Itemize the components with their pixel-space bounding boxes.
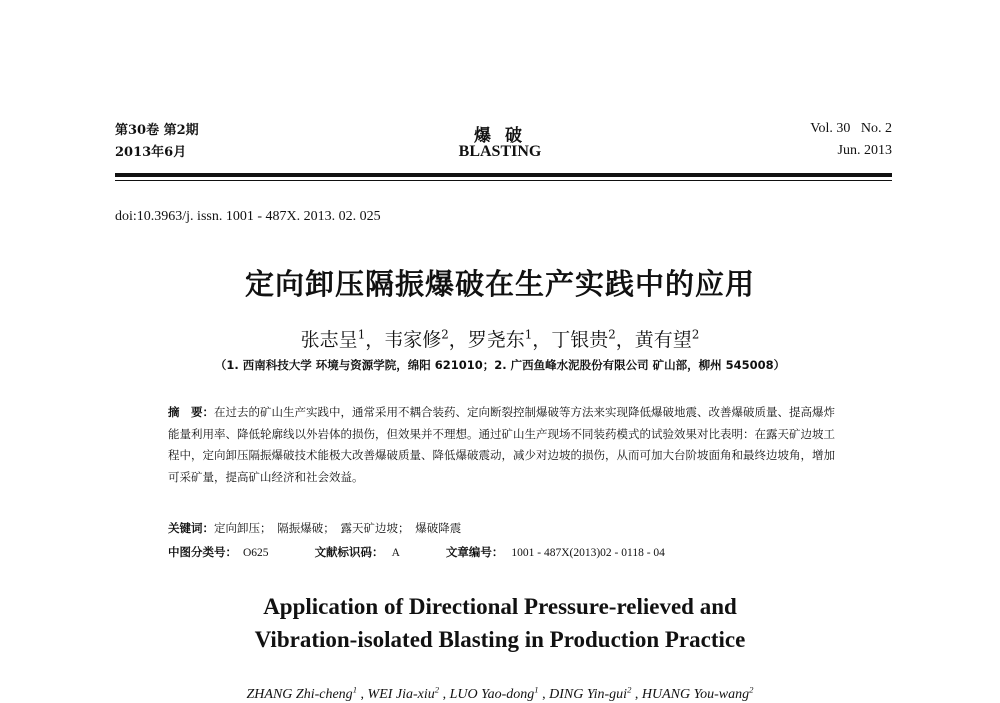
- date-cn: 2013年6月: [115, 145, 187, 160]
- author-cn: 罗尧东$^1$，: [467, 327, 552, 351]
- authors-en: [0, 684, 1000, 703]
- author-cn: 黄有望$^2$: [634, 327, 700, 351]
- author-en: HUANG You-wang$^2$: [641, 684, 754, 702]
- clc-label: 中图分类号：: [168, 545, 237, 559]
- keywords-text: 定向卸压； 隔振爆破； 露天矿边坡； 爆破降震: [214, 521, 462, 535]
- volume-issue-en: Vol. 30 No. 2: [810, 121, 892, 136]
- paper-title-en: [0, 590, 1000, 656]
- author-cn: 韦家修$^2$，: [384, 327, 468, 351]
- authors-cn: [0, 325, 1000, 352]
- author-cn: 张志呈$^1$，: [300, 327, 385, 351]
- affiliation-cn: （1. 西南科技大学 环境与资源学院，绵阳 621010；2. 广西鱼峰水泥股份有限公司 矿山部，柳州 545008）: [214, 358, 786, 372]
- author-cn: 丁银贵$^2$，: [551, 327, 635, 351]
- header-rule-thin: [115, 180, 892, 181]
- abstract-text: 在过去的矿山生产实践中，通常采用不耦合装药、定向断裂控制爆破等方法来实现降低爆破地震、改善爆破质量、提高爆炸能量利用率、降低轮廓线以外岩体的损伤，但效果并不理想。通过矿山生产现场不同装药模式的试验效果对比表明：在露天矿边坡工程中，定向卸压隔振爆破技术能极大改善爆破质量、降低爆破震动，减少对边坡的损伤，从而可加大台阶坡面角和最终边坡角，增加可采矿量，提高矿山经济和社会效益。: [168, 405, 835, 484]
- author-en: ZHANG Zhi-cheng$^1$ ,: [246, 684, 368, 702]
- author-en: DING Yin-gui$^2$ ,: [549, 684, 642, 702]
- abstract-label: 摘 要：: [168, 405, 214, 419]
- clc-value: O625: [243, 547, 269, 559]
- abstract-cn: [168, 402, 840, 488]
- doc-code-label: 文献标识码：: [314, 545, 384, 559]
- keywords-label: 关键词：: [168, 521, 214, 535]
- doi: doi:10.3963/j. issn. 1001 - 487X. 2013. 02. 025: [115, 209, 381, 224]
- author-en: WEI Jia-xiu$^2$ ,: [367, 684, 450, 702]
- journal-name-en: BLASTING: [458, 143, 542, 160]
- date-en: Jun. 2013: [837, 143, 892, 158]
- title-en-line: Vibration-isolated Blasting in Production Practice: [254, 627, 746, 652]
- classification-line: [168, 544, 840, 560]
- volume-issue-cn: 第30卷 第2期: [115, 123, 199, 138]
- paper-title-cn: 定向卸压隔振爆破在生产实践中的应用: [244, 267, 755, 301]
- author-en: LUO Yao-dong$^1$ ,: [449, 684, 550, 702]
- header-rule-thick: [115, 173, 892, 177]
- doc-code-value: A: [391, 547, 400, 559]
- article-number-value: 1001 - 487X(2013)02 - 0118 - 04: [511, 547, 665, 559]
- keywords-line: [168, 520, 840, 536]
- article-number-label: 文章编号：: [445, 545, 504, 559]
- title-en-line: Application of Directional Pressure-relieved and: [263, 594, 737, 619]
- journal-name-cn: 爆 破: [474, 126, 526, 146]
